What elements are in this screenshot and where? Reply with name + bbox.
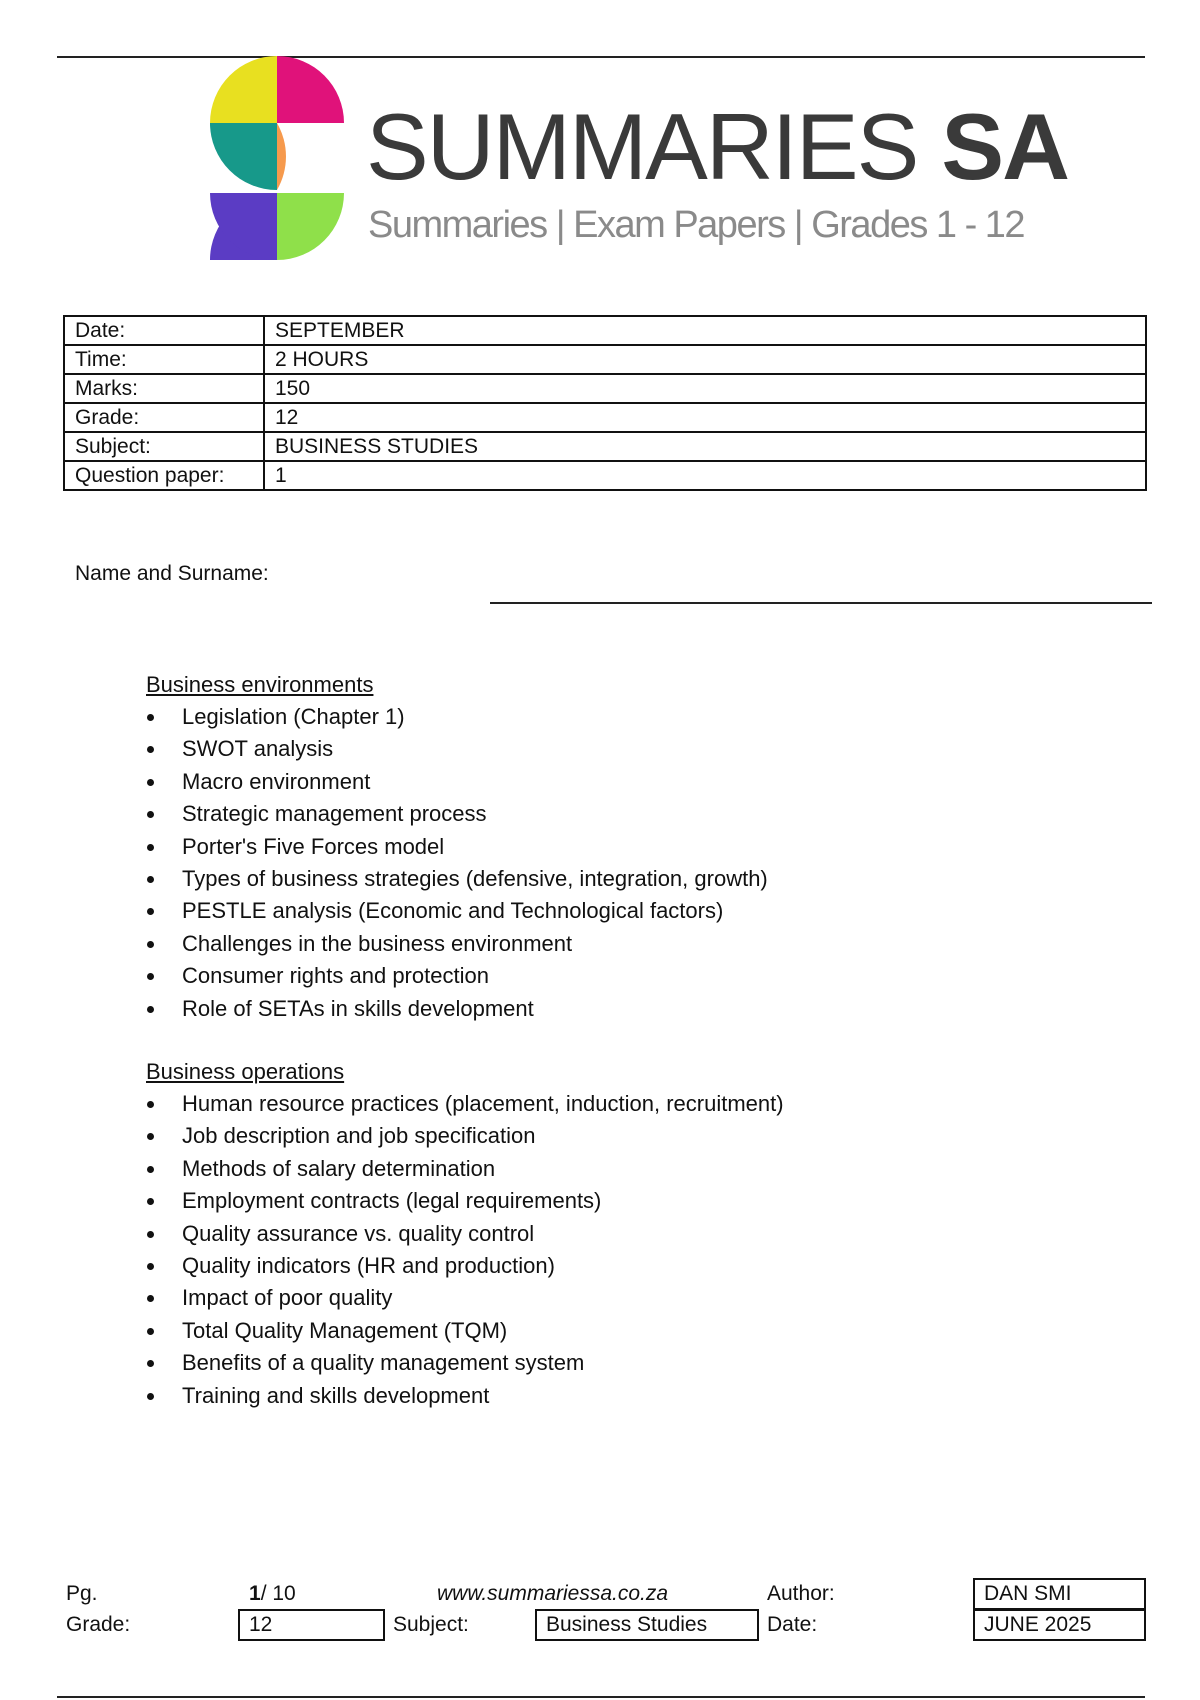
list-item: Types of business strategies (defensive, integration, growth) bbox=[146, 863, 1046, 895]
name-surname-field[interactable] bbox=[490, 602, 1152, 604]
table-row bbox=[64, 374, 1146, 403]
info-label: Marks: bbox=[64, 374, 264, 403]
footer-date-value: JUNE 2025 bbox=[973, 1609, 1146, 1641]
list-item: Strategic management process bbox=[146, 798, 1046, 830]
section-business-environments bbox=[146, 669, 1046, 1025]
summaries-sa-logo-icon bbox=[210, 56, 344, 260]
bottom-rule bbox=[57, 1696, 1145, 1698]
section-business-operations bbox=[146, 1056, 1046, 1412]
name-surname-label: Name and Surname: bbox=[75, 562, 269, 585]
table-row bbox=[64, 403, 1146, 432]
list-item: Quality assurance vs. quality control bbox=[146, 1218, 1046, 1250]
info-value: 150 bbox=[264, 374, 1146, 403]
info-label: Time: bbox=[64, 345, 264, 374]
footer-date-label: Date: bbox=[767, 1613, 818, 1636]
section-heading: Business operations bbox=[146, 1059, 345, 1084]
list-item: Role of SETAs in skills development bbox=[146, 993, 1046, 1025]
brand-tagline: Summaries | Exam Papers | Grades 1 - 12 bbox=[368, 204, 1025, 246]
list-item: Consumer rights and protection bbox=[146, 960, 1046, 992]
footer-grade-label: Grade: bbox=[66, 1613, 131, 1636]
brand-name: SUMMARIES bbox=[366, 94, 918, 199]
list-item: Human resource practices (placement, induction, recruitment) bbox=[146, 1088, 1046, 1120]
list-item: Total Quality Management (TQM) bbox=[146, 1315, 1046, 1347]
info-value: 1 bbox=[264, 461, 1146, 490]
table-row bbox=[64, 316, 1146, 345]
info-value: 2 HOURS bbox=[264, 345, 1146, 374]
list-item: Methods of salary determination bbox=[146, 1153, 1046, 1185]
list-item: Macro environment bbox=[146, 766, 1046, 798]
table-row bbox=[64, 432, 1146, 461]
footer-page-label: Pg. bbox=[66, 1582, 98, 1605]
footer-subject-value: Business Studies bbox=[535, 1609, 759, 1641]
info-value: 12 bbox=[264, 403, 1146, 432]
list-item: Legislation (Chapter 1) bbox=[146, 701, 1046, 733]
table-row bbox=[64, 345, 1146, 374]
page-current: 1 bbox=[249, 1582, 261, 1605]
info-value: BUSINESS STUDIES bbox=[264, 432, 1146, 461]
brand-suffix: SA bbox=[941, 94, 1068, 199]
list-item: Quality indicators (HR and production) bbox=[146, 1250, 1046, 1282]
footer-author-value: DAN SMI bbox=[973, 1578, 1146, 1610]
list-item: SWOT analysis bbox=[146, 733, 1046, 765]
info-label: Subject: bbox=[64, 432, 264, 461]
list-item: PESTLE analysis (Economic and Technological factors) bbox=[146, 895, 1046, 927]
list-item: Job description and job specification bbox=[146, 1120, 1046, 1152]
info-label: Grade: bbox=[64, 403, 264, 432]
list-item: Employment contracts (legal requirements) bbox=[146, 1185, 1046, 1217]
info-value: SEPTEMBER bbox=[264, 316, 1146, 345]
footer-page-number bbox=[249, 1580, 296, 1608]
list-item: Benefits of a quality management system bbox=[146, 1347, 1046, 1379]
footer-website-link[interactable]: www.summariessa.co.za bbox=[437, 1582, 669, 1605]
list-item: Porter's Five Forces model bbox=[146, 831, 1046, 863]
footer-subject-label: Subject: bbox=[393, 1613, 469, 1636]
page-total: / 10 bbox=[260, 1582, 296, 1605]
section-heading: Business environments bbox=[146, 672, 374, 697]
info-label: Date: bbox=[64, 316, 264, 345]
list-item: Challenges in the business environment bbox=[146, 928, 1046, 960]
topic-list bbox=[146, 701, 1046, 1025]
table-row bbox=[64, 461, 1146, 490]
topic-list bbox=[146, 1088, 1046, 1412]
exam-info-table bbox=[63, 315, 1147, 491]
footer-grade-value: 12 bbox=[238, 1609, 385, 1641]
brand-title bbox=[366, 94, 1068, 199]
list-item: Impact of poor quality bbox=[146, 1282, 1046, 1314]
footer-author-label: Author: bbox=[767, 1582, 835, 1605]
list-item: Training and skills development bbox=[146, 1380, 1046, 1412]
info-label: Question paper: bbox=[64, 461, 264, 490]
